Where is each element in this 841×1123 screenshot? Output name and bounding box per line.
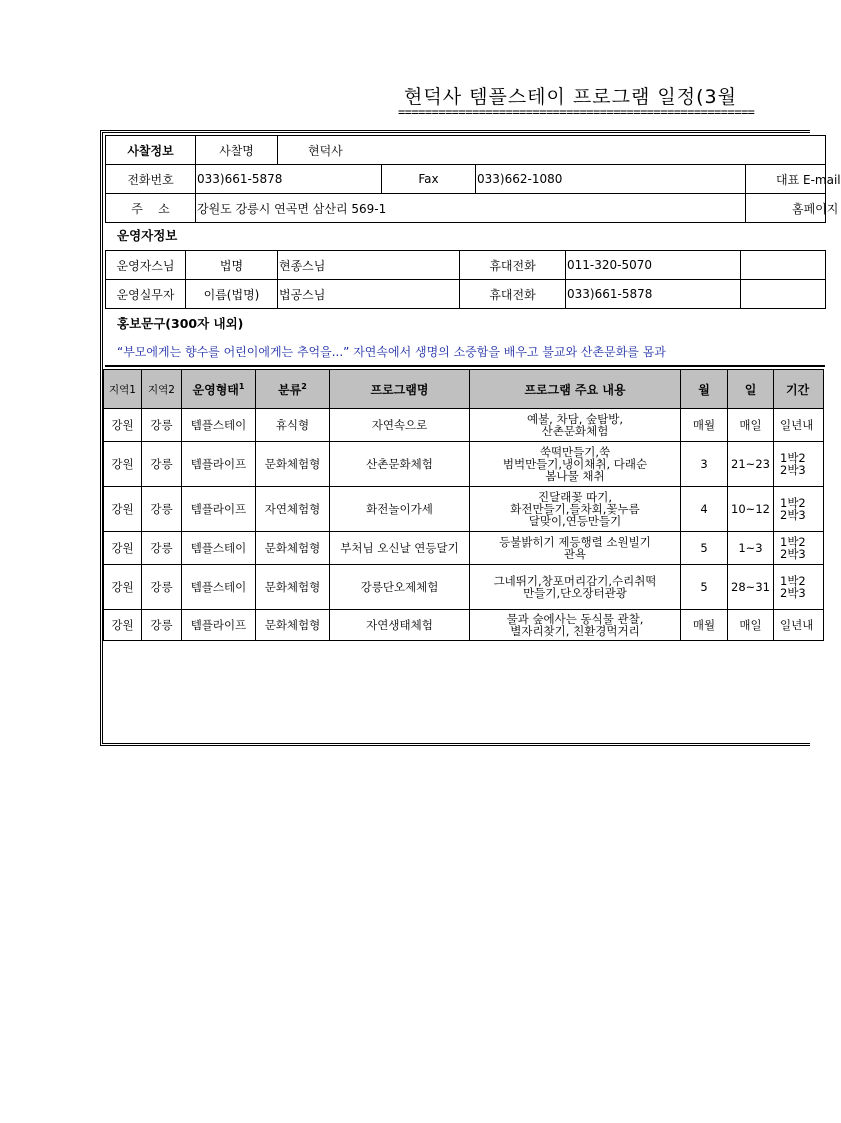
operator-extra-cell xyxy=(741,280,826,309)
cell-period: 일년내 xyxy=(774,610,824,641)
cell-region1: 강원 xyxy=(104,610,142,641)
cell-region2: 강릉 xyxy=(142,442,182,487)
cell-program-name: 산촌문화체험 xyxy=(330,442,470,487)
header-type: 운영형태$^1$ xyxy=(182,370,256,409)
schedule-body xyxy=(104,409,824,641)
header-region2: 지역2 xyxy=(142,370,182,409)
fax-label: Fax xyxy=(382,165,476,194)
temple-name-value: 현덕사 xyxy=(278,136,826,165)
header-region1: 지역1 xyxy=(104,370,142,409)
cell-content: 등불밝히기 제등행렬 소원빌기 관욕 xyxy=(470,532,681,565)
cell-content: 예불, 차담, 숲탐방, 산촌문화체험 xyxy=(470,409,681,442)
phone-label: 전화번호 xyxy=(106,165,196,194)
cell-content: 진달래꽃 따기, 화전만들기,들차회,꽃누름 달맞이,연등만들기 xyxy=(470,487,681,532)
cell-period: 1박2 2박3 xyxy=(774,565,824,610)
cell-program-name: 부처님 오신날 연등달기 xyxy=(330,532,470,565)
cell-period: 1박2 2박3 xyxy=(774,532,824,565)
cell-month: 5 xyxy=(681,565,728,610)
operator-phone: 033)661-5878 xyxy=(566,280,741,309)
cell-day: 10~12 xyxy=(728,487,774,532)
cell-type: 템플라이프 xyxy=(182,610,256,641)
operator-info-table xyxy=(105,250,826,309)
operator-extra-cell xyxy=(741,251,826,280)
cell-type: 템플스테이 xyxy=(182,532,256,565)
cell-region2: 강릉 xyxy=(142,409,182,442)
cell-month: 매월 xyxy=(681,610,728,641)
header-period: 기간 xyxy=(774,370,824,409)
cell-region1: 강원 xyxy=(104,409,142,442)
header-category: 분류$^2$ xyxy=(256,370,330,409)
operator-name: 법공스님 xyxy=(278,280,460,309)
cell-day: 1~3 xyxy=(728,532,774,565)
header-day: 일 xyxy=(728,370,774,409)
cell-day: 매일 xyxy=(728,409,774,442)
operator-name: 현종스님 xyxy=(278,251,460,280)
cell-month: 3 xyxy=(681,442,728,487)
cell-type: 템플스테이 xyxy=(182,409,256,442)
operator-section-label: 운영자정보 xyxy=(117,228,178,243)
promo-text: “부모에게는 향수를 어린이에게는 추억을...” 자연속에서 생명의 소중함을 배우고 불교와 산촌문화를 몸과 xyxy=(117,345,666,359)
operator-name-label: 법명 xyxy=(186,251,278,280)
cell-period: 일년내 xyxy=(774,409,824,442)
operator-phone-label: 휴대전화 xyxy=(460,280,566,309)
schedule-header-row xyxy=(104,370,824,409)
cell-program-name: 자연속으로 xyxy=(330,409,470,442)
form-frame xyxy=(100,130,841,746)
cell-program-name: 강릉단오제체험 xyxy=(330,565,470,610)
cell-month: 4 xyxy=(681,487,728,532)
cell-month: 5 xyxy=(681,532,728,565)
cell-category: 휴식형 xyxy=(256,409,330,442)
address-label: 주 소 xyxy=(106,194,196,223)
table-row xyxy=(104,610,824,641)
schedule-table xyxy=(103,369,824,641)
temple-name-label: 사찰명 xyxy=(196,136,278,165)
table-row xyxy=(104,409,824,442)
cell-program-name: 자연생태체험 xyxy=(330,610,470,641)
cell-type: 템플스테이 xyxy=(182,565,256,610)
header-month: 월 xyxy=(681,370,728,409)
cell-type: 템플라이프 xyxy=(182,442,256,487)
cell-region2: 강릉 xyxy=(142,487,182,532)
operator-phone: 011-320-5070 xyxy=(566,251,741,280)
cell-type: 템플라이프 xyxy=(182,487,256,532)
cell-program-name: 화전놀이가세 xyxy=(330,487,470,532)
cell-content: 그네뛰기,창포머리감기,수리취떡 만들기,단오장터관광 xyxy=(470,565,681,610)
email-label: 대표 E-mail xyxy=(746,165,826,194)
header-content: 프로그램 주요 내용 xyxy=(470,370,681,409)
operator-role: 운영자스님 xyxy=(106,251,186,280)
cell-content: 쑥떡만들기,쑥 범벅만들기,냉이채취, 다래순 봄나물 채취 xyxy=(470,442,681,487)
operator-phone-label: 휴대전화 xyxy=(460,251,566,280)
operator-row xyxy=(106,251,826,280)
temple-info-table xyxy=(105,135,841,223)
header-program: 프로그램명 xyxy=(330,370,470,409)
homepage-label: 홈페이지 xyxy=(746,194,826,223)
cell-region2: 강릉 xyxy=(142,532,182,565)
cell-day: 28~31 xyxy=(728,565,774,610)
promo-divider xyxy=(105,365,825,367)
cell-category: 문화체험형 xyxy=(256,442,330,487)
cell-category: 자연체험형 xyxy=(256,487,330,532)
cell-content: 물과 숲에사는 동식물 관찰, 별자리찾기, 친환경먹거리 xyxy=(470,610,681,641)
table-row xyxy=(104,442,824,487)
operator-name-label: 이름(법명) xyxy=(186,280,278,309)
table-row xyxy=(104,565,824,610)
temple-section-label: 사찰정보 xyxy=(106,136,196,165)
cell-region1: 강원 xyxy=(104,532,142,565)
promo-section-label: 홍보문구(300자 내외) xyxy=(117,316,244,331)
phone-value: 033)661-5878 xyxy=(196,165,382,194)
table-row xyxy=(104,487,824,532)
document-title: 현덕사 템플스테이 프로그램 일정(3월 xyxy=(404,86,737,108)
cell-day: 매일 xyxy=(728,610,774,641)
cell-period: 1박2 2박3 xyxy=(774,442,824,487)
cell-region1: 강원 xyxy=(104,565,142,610)
operator-row xyxy=(106,280,826,309)
address-value: 강원도 강릉시 연곡면 삼산리 569-1 xyxy=(196,194,746,223)
cell-region1: 강원 xyxy=(104,487,142,532)
cell-category: 문화체험형 xyxy=(256,610,330,641)
cell-region2: 강릉 xyxy=(142,565,182,610)
cell-region1: 강원 xyxy=(104,442,142,487)
operator-role: 운영실무자 xyxy=(106,280,186,309)
cell-category: 문화체험형 xyxy=(256,532,330,565)
title-underline: ===================================================== xyxy=(398,105,755,119)
cell-period: 1박2 2박3 xyxy=(774,487,824,532)
fax-value: 033)662-1080 xyxy=(476,165,746,194)
cell-region2: 강릉 xyxy=(142,610,182,641)
cell-category: 문화체험형 xyxy=(256,565,330,610)
table-row xyxy=(104,532,824,565)
cell-month: 매월 xyxy=(681,409,728,442)
cell-day: 21~23 xyxy=(728,442,774,487)
